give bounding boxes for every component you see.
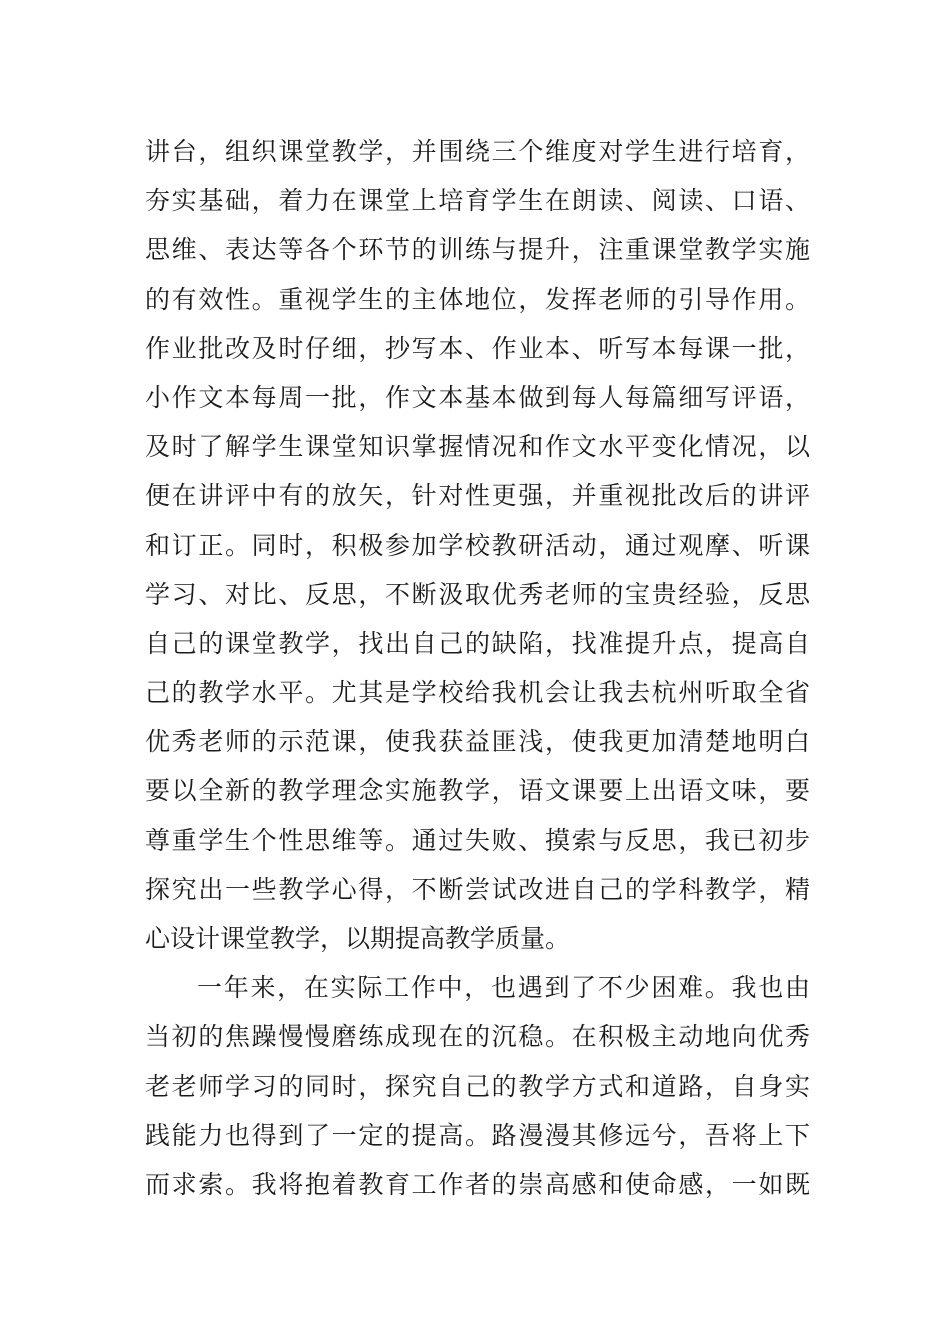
text-line: 而求索。我将抱着教育工作者的崇高感和使命感，一如既 — [145, 1169, 810, 1199]
text-line: 及时了解学生课堂知识掌握情况和作文水平变化情况，以 — [145, 432, 810, 462]
text-line: 便在讲评中有的放矢，针对性更强，并重视批改后的讲评 — [145, 481, 810, 511]
text-line: 讲台，组织课堂教学，并围绕三个维度对学生进行培育， — [145, 137, 810, 166]
text-line: 优秀老师的示范课，使我获益匪浅，使我更加清楚地明白 — [145, 727, 810, 757]
paragraph — [145, 963, 810, 1209]
text-line: 探究出一些教学心得，不断尝试改进自己的学科教学，精 — [145, 874, 810, 904]
text-line: 老老师学习的同时，探究自己的教学方式和道路，自身实 — [145, 1071, 810, 1101]
text-line: 己的教学水平。尤其是学校给我机会让我去杭州听取全省 — [145, 678, 810, 708]
text-line: 学习、对比、反思，不断汲取优秀老师的宝贵经验，反思 — [145, 579, 810, 609]
body-text — [145, 127, 810, 1209]
text-line: 夯实基础，着力在课堂上培育学生在朗读、阅读、口语、 — [145, 186, 810, 216]
text-line: 要以全新的教学理念实施教学，语文课要上出语文味，要 — [145, 776, 810, 806]
text-line: 尊重学生个性思维等。通过失败、摸索与反思，我已初步 — [145, 825, 810, 855]
text-line: 当初的焦躁慢慢磨练成现在的沉稳。在积极主动地向优秀 — [145, 1022, 810, 1052]
paragraph — [145, 127, 810, 963]
text-line: 的有效性。重视学生的主体地位，发挥老师的引导作用。 — [145, 284, 810, 314]
text-line: 作业批改及时仔细，抄写本、作业本、听写本每课一批， — [145, 333, 810, 363]
text-line: 践能力也得到了一定的提高。路漫漫其修远兮，吾将上下 — [145, 1120, 810, 1150]
text-line: 思维、表达等各个环节的训练与提升，注重课堂教学实施 — [145, 235, 810, 265]
text-line: 和订正。同时，积极参加学校教研活动，通过观摩、听课 — [145, 530, 810, 560]
text-line: 小作文本每周一批，作文本基本做到每人每篇细写评语， — [145, 382, 810, 412]
text-line: 自己的课堂教学，找出自己的缺陷，找准提升点，提高自 — [145, 628, 810, 658]
text-line: 一年来，在实际工作中，也遇到了不少困难。我也由 — [197, 973, 810, 1003]
text-line: 心设计课堂教学，以期提高教学质量。 — [145, 924, 571, 953]
